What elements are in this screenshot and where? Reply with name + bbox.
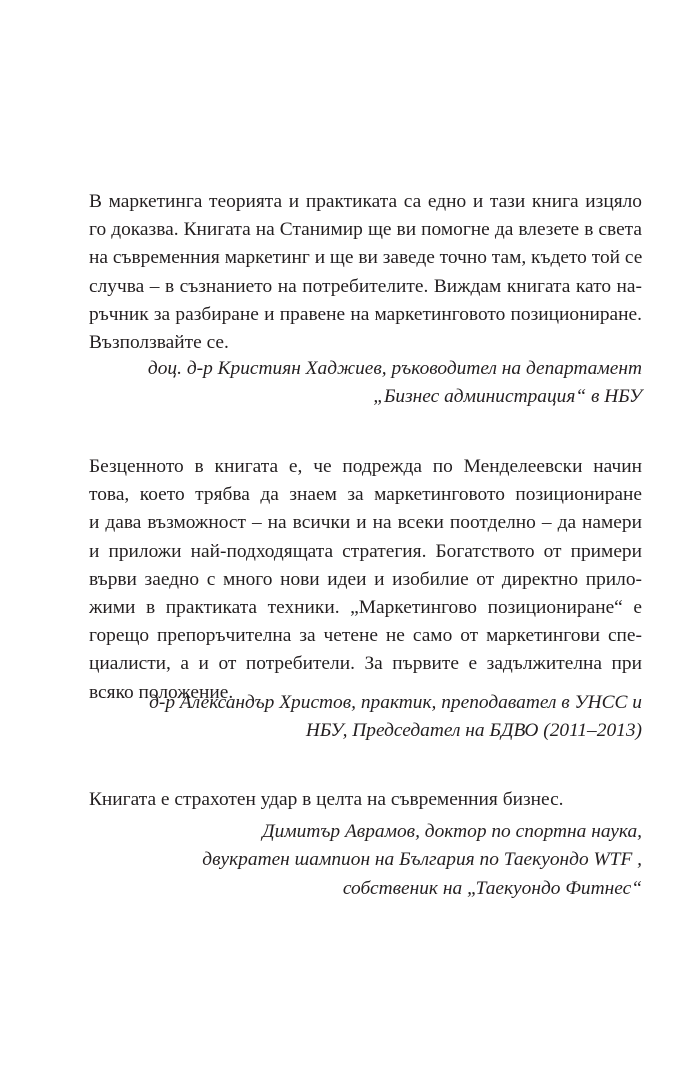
quote-line: всяко положение. — [89, 681, 234, 703]
quote-line: В маркетинга теорията и практиката са едно и тази книга изцяло — [89, 191, 642, 212]
quote-line: ръчник за разбиране и правене на маркетинговото позициониране. — [89, 303, 642, 325]
quote-line: циалисти, а и от потребители. За първите е задължителна при — [89, 653, 642, 675]
quote-line: жими в практиката техники. „Маркетингово позициониране“ е — [89, 597, 642, 619]
quote-line: горещо препоръчителна за четене не само от маркетингови спе- — [89, 625, 642, 647]
quote-line: Книгата е страхотен удар в целта на съвременния бизнес. — [89, 789, 564, 810]
endorsement-quote-3 — [89, 786, 642, 814]
endorsement-attribution-2 — [89, 689, 642, 746]
attribution-line: НБУ, Председател на БДВО (2011–2013) — [305, 720, 642, 742]
endorsement-attribution-3 — [89, 818, 642, 903]
quote-line: случва – в съзнанието на потребителите. Виждам книгата като на- — [89, 275, 642, 297]
quote-line: на съвременния маркетинг и ще ви заведе точно там, където той се — [89, 247, 643, 269]
quote-line: го доказва. Книгата на Станимир ще ви помогне да влезете в света — [89, 219, 642, 241]
attribution-line: доц. д-р Кристиян Хаджиев, ръководител на департамент — [147, 358, 642, 379]
quote-line: Възползвайте се. — [89, 332, 229, 354]
attribution-line: собственик на „Таекуондо Фитнес“ — [342, 877, 642, 899]
quote-line: и приложи най-подходящата стратегия. Богатството от примери — [89, 540, 642, 562]
endorsement-attribution-1 — [89, 355, 642, 412]
attribution-line: д-р Александър Христов, практик, преподавател в УНСС и — [149, 692, 642, 713]
attribution-line: двукратен шампион на България по Таекуондо WTF , — [202, 849, 642, 871]
attribution-line: „Бизнес администрация“ в НБУ — [373, 386, 642, 408]
quote-line: това, което трябва да знаем за маркетинговото позициониране — [89, 484, 642, 506]
endorsement-quote-1 — [89, 188, 642, 357]
quote-line: Безценното в книгата е, че подрежда по Менделеевски начин — [89, 456, 642, 477]
quote-line: върви заедно с много нови идеи и изобилие от директно прило- — [89, 568, 642, 590]
book-page — [89, 0, 642, 1075]
attribution-line: Димитър Аврамов, доктор по спортна наука, — [262, 821, 642, 842]
quote-line: и дава възможност – на всички и на всеки поотделно – да намери — [89, 512, 642, 534]
endorsement-quote-2 — [89, 453, 642, 707]
